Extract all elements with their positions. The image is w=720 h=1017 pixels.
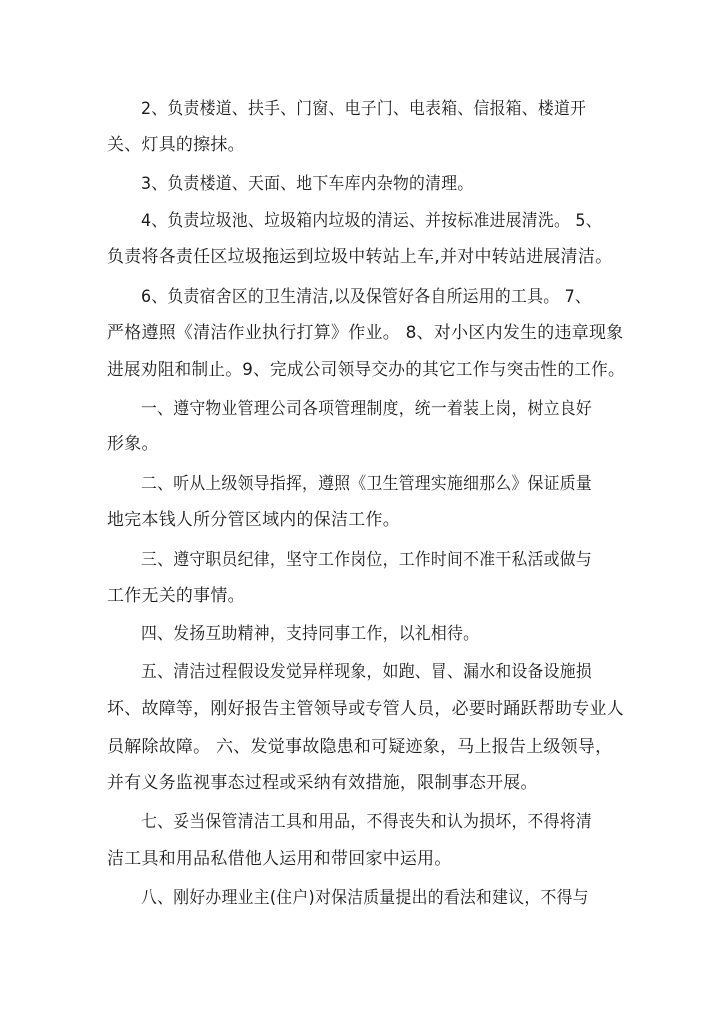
paragraph-line: 4、负责垃圾池、垃圾箱内垃圾的清运、并按标准进展清洗。 5、: [141, 211, 602, 231]
paragraph-line: 地完本钱人所分管区域内的保洁工作。: [107, 510, 400, 530]
paragraph-line: 6、负责宿舍区的卫生清洁,以及保管好各自所运用的工具。 7、: [141, 287, 592, 307]
paragraph-line: 工作无关的事情。: [107, 586, 245, 606]
paragraph-line: 3、负责楼道、天面、地下车库内杂物的清理。: [141, 174, 474, 194]
paragraph-line: 坏、故障等，刚好报告主管领导或专管人员，必要时踊跃帮助专业人: [107, 699, 624, 719]
paragraph-line: 2、负责楼道、扶手、门窗、电子门、电表箱、信报箱、楼道开: [141, 99, 587, 119]
paragraph-line: 二、听从上级领导指挥，遵照《卫生管理实施细那么》保证质量: [141, 474, 592, 494]
paragraph-line: 五、清洁过程假设发觉异样现象，如跑、冒、漏水和设备设施损: [141, 662, 592, 682]
paragraph-line: 七、妥当保管清洁工具和用品，不得丧失和认为损坏，不得将清: [141, 812, 592, 832]
paragraph-line: 并有义务监视事态过程或采纳有效措施，限制事态开展。: [107, 773, 538, 793]
paragraph-line: 三、遵守职员纪律，坚守工作岗位，工作时间不准干私活或做与: [141, 550, 592, 570]
paragraph-line: 负责将各责任区垃圾拖运到垃圾中转站上车,并对中转站进展清洁。: [107, 247, 613, 267]
paragraph-line: 关、灯具的擦抹。: [107, 135, 245, 155]
paragraph-line: 八、刚好办理业主(住户)对保洁质量提出的看法和建议，不得与: [141, 888, 589, 908]
paragraph-line: 四、发扬互助精神，支持同事工作，以礼相待。: [141, 624, 480, 644]
paragraph-line: 洁工具和用品私借他人运用和带回家中运用。: [107, 849, 452, 869]
paragraph-line: 员解除故障。 六、发觉事故隐患和可疑迹象，马上报告上级领导，: [107, 737, 613, 757]
paragraph-line: 一、遵守物业管理公司各项管理制度，统一着装上岗，树立良好: [141, 399, 592, 419]
paragraph-line: 形象。: [107, 434, 159, 454]
paragraph-line: 严格遵照《清洁作业执行打算》作业。 8、对小区内发生的违章现象: [107, 323, 624, 343]
paragraph-line: 进展劝阻和制止。9、完成公司领导交办的其它工作与突击性的工作。: [107, 360, 625, 380]
